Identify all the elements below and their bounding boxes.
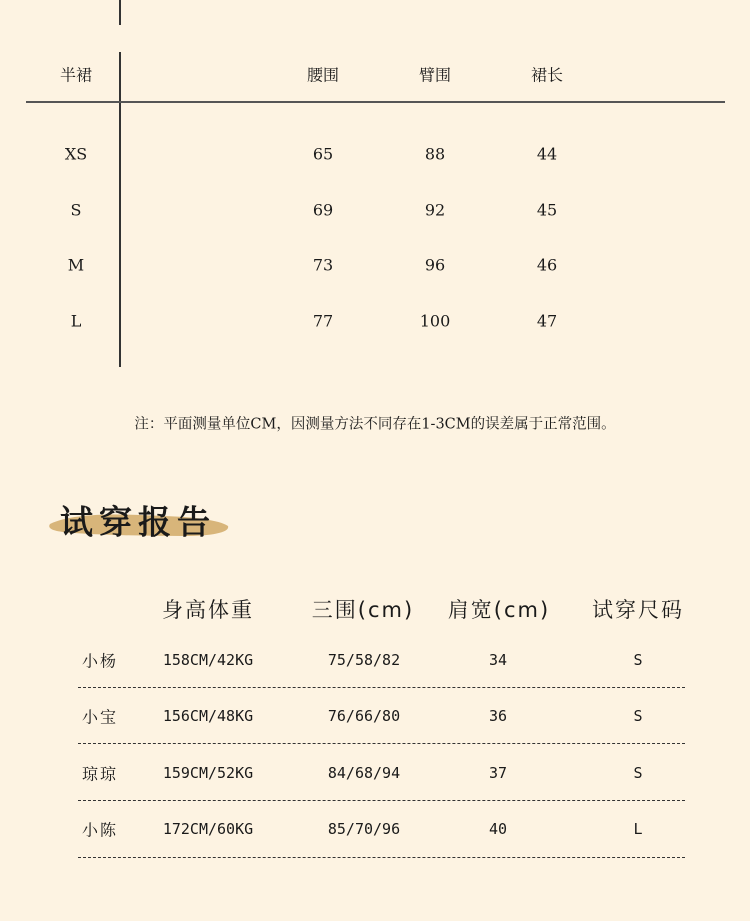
size-row-label: M [67, 255, 85, 275]
size-row-value: 100 [419, 311, 451, 331]
size-row-label: S [70, 200, 82, 220]
row-divider [78, 743, 685, 744]
trial-row-shoulder: 36 [488, 707, 508, 725]
size-table-vertical-divider [119, 52, 121, 367]
size-table-top-divider [119, 0, 121, 25]
trial-row-name: 琼琼 [82, 764, 119, 784]
size-row-value: 92 [424, 200, 446, 220]
size-header-arm: 臂围 [418, 65, 452, 85]
size-header-waist: 腰围 [306, 65, 340, 85]
trial-row-shoulder: 40 [488, 820, 508, 838]
size-row-value: 65 [312, 144, 334, 164]
measurement-note: 注：平面测量单位CM，因测量方法不同存在1-3CM的误差属于正常范围。 [134, 416, 616, 433]
trial-row-size: S [633, 707, 643, 725]
size-row-value: 96 [424, 255, 446, 275]
trial-row-measurements: 76/66/80 [327, 707, 401, 725]
size-table-corner-label: 半裙 [59, 65, 93, 85]
size-row-value: 88 [424, 144, 446, 164]
trial-row-measurements: 85/70/96 [327, 820, 401, 838]
trial-row-size: S [633, 764, 643, 782]
trial-row-size: S [633, 651, 643, 669]
trial-row-measurements: 75/58/82 [327, 651, 401, 669]
size-row-label: L [70, 311, 82, 331]
trial-row-height-weight: 172CM/60KG [162, 820, 254, 838]
trial-row-name: 小宝 [82, 707, 119, 727]
trial-report-title: 试穿报告 [60, 502, 216, 542]
size-row-label: XS [64, 144, 88, 164]
trial-row-measurements: 84/68/94 [327, 764, 401, 782]
size-row-value: 47 [536, 311, 558, 331]
size-row-value: 45 [536, 200, 558, 220]
trial-row-height-weight: 158CM/42KG [162, 651, 254, 669]
trial-header-shoulder: 肩宽(cm) [447, 598, 551, 622]
trial-header-size: 试穿尺码 [592, 598, 684, 622]
size-row-value: 77 [312, 311, 334, 331]
trial-report-heading [44, 492, 244, 548]
row-divider [78, 800, 685, 801]
size-table-header-divider [26, 101, 725, 103]
size-row-value: 46 [536, 255, 558, 275]
trial-row-name: 小陈 [82, 820, 119, 840]
trial-row-height-weight: 156CM/48KG [162, 707, 254, 725]
trial-row-size: L [633, 820, 643, 838]
row-divider [78, 687, 685, 688]
trial-row-height-weight: 159CM/52KG [162, 764, 254, 782]
size-row-value: 44 [536, 144, 558, 164]
size-header-length: 裙长 [530, 65, 564, 85]
trial-header-height-weight: 身高体重 [162, 598, 254, 622]
trial-header-measurements: 三围(cm) [311, 598, 415, 622]
trial-row-shoulder: 37 [488, 764, 508, 782]
size-row-value: 69 [312, 200, 334, 220]
size-row-value: 73 [312, 255, 334, 275]
row-divider [78, 857, 685, 858]
trial-row-name: 小杨 [82, 651, 119, 671]
trial-row-shoulder: 34 [488, 651, 508, 669]
